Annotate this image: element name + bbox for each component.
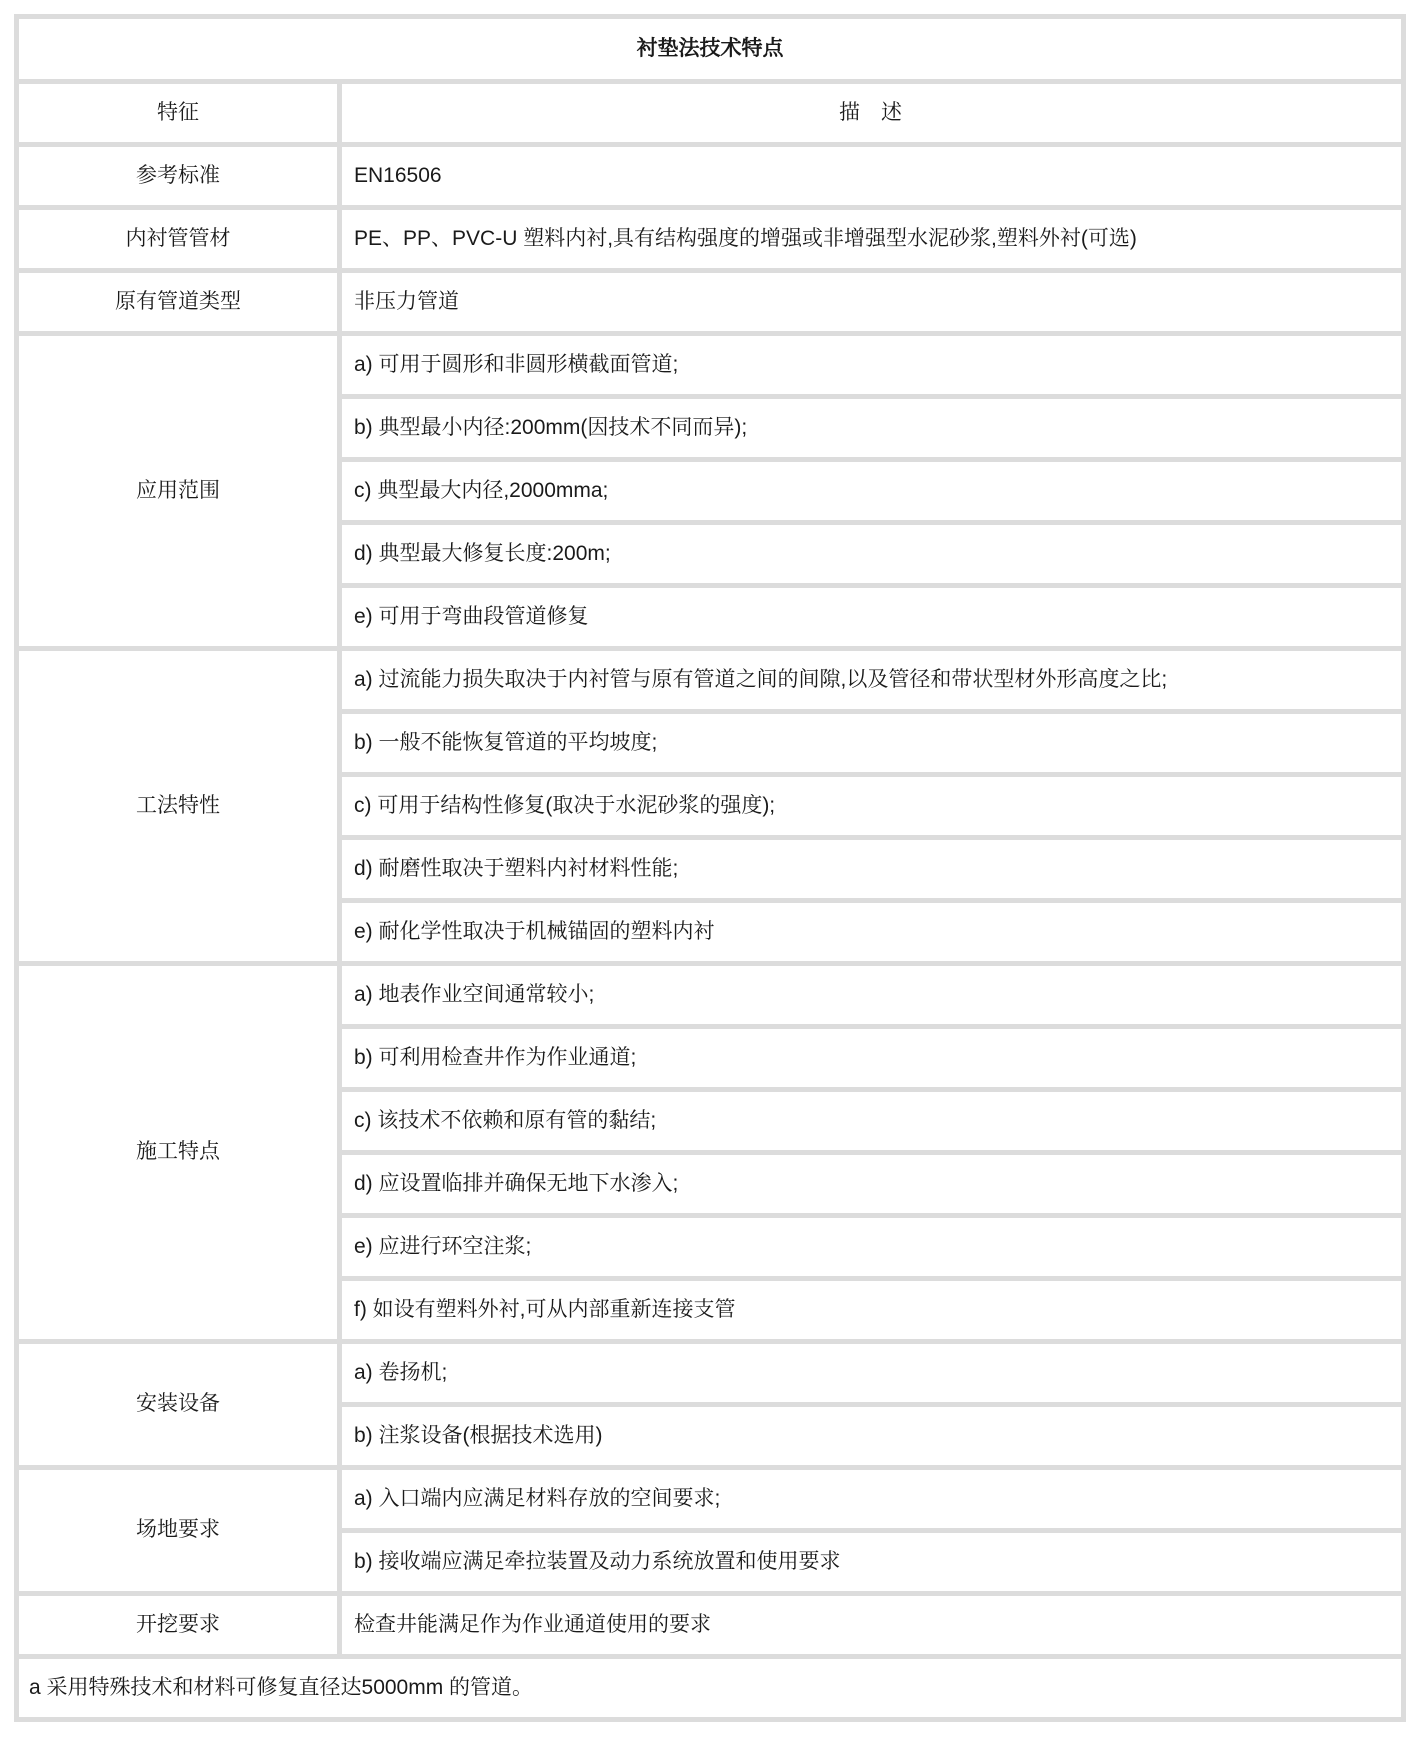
row-description-item: e) 可用于弯曲段管道修复 bbox=[340, 586, 1404, 649]
table-row bbox=[17, 271, 1404, 334]
row-description-item: a) 过流能力损失取决于内衬管与原有管道之间的间隙,以及管径和带状型材外形高度之比; bbox=[340, 649, 1404, 712]
technical-characteristics-table bbox=[14, 14, 1406, 1722]
row-description-item: a) 入口端内应满足材料存放的空间要求; bbox=[340, 1468, 1404, 1531]
row-label: 内衬管管材 bbox=[17, 208, 340, 271]
table-row bbox=[17, 1594, 1404, 1657]
table-row bbox=[17, 964, 1404, 1027]
footnote-row bbox=[17, 1657, 1404, 1720]
row-description-item: b) 一般不能恢复管道的平均坡度; bbox=[340, 712, 1404, 775]
row-description-item: a) 卷扬机; bbox=[340, 1342, 1404, 1405]
row-description-item: e) 应进行环空注浆; bbox=[340, 1216, 1404, 1279]
title-row bbox=[17, 17, 1404, 82]
row-description-item: b) 可利用检查井作为作业通道; bbox=[340, 1027, 1404, 1090]
row-description-item: 检查井能满足作为作业通道使用的要求 bbox=[340, 1594, 1404, 1657]
row-description-item: f) 如设有塑料外衬,可从内部重新连接支管 bbox=[340, 1279, 1404, 1342]
row-description-item: a) 可用于圆形和非圆形横截面管道; bbox=[340, 334, 1404, 397]
row-description-item: 非压力管道 bbox=[340, 271, 1404, 334]
row-label: 原有管道类型 bbox=[17, 271, 340, 334]
table-row bbox=[17, 334, 1404, 397]
row-label: 工法特性 bbox=[17, 649, 340, 964]
table-row bbox=[17, 208, 1404, 271]
header-row bbox=[17, 82, 1404, 145]
row-description-item: b) 接收端应满足牵拉装置及动力系统放置和使用要求 bbox=[340, 1531, 1404, 1594]
row-description-item: c) 典型最大内径,2000mma; bbox=[340, 460, 1404, 523]
table-row bbox=[17, 649, 1404, 712]
table-row bbox=[17, 1342, 1404, 1405]
table-title: 衬垫法技术特点 bbox=[17, 17, 1404, 82]
row-description-item: PE、PP、PVC-U 塑料内衬,具有结构强度的增强或非增强型水泥砂浆,塑料外衬(可选) bbox=[340, 208, 1404, 271]
table-row bbox=[17, 1468, 1404, 1531]
row-label: 参考标准 bbox=[17, 145, 340, 208]
row-label: 安装设备 bbox=[17, 1342, 340, 1468]
row-description-item: c) 该技术不依赖和原有管的黏结; bbox=[340, 1090, 1404, 1153]
table-row bbox=[17, 145, 1404, 208]
row-label: 开挖要求 bbox=[17, 1594, 340, 1657]
row-label: 场地要求 bbox=[17, 1468, 340, 1594]
row-description-item: d) 耐磨性取决于塑料内衬材料性能; bbox=[340, 838, 1404, 901]
row-description-item: d) 典型最大修复长度:200m; bbox=[340, 523, 1404, 586]
header-description: 描 述 bbox=[340, 82, 1404, 145]
row-description-item: b) 注浆设备(根据技术选用) bbox=[340, 1405, 1404, 1468]
row-label: 施工特点 bbox=[17, 964, 340, 1342]
row-description-item: EN16506 bbox=[340, 145, 1404, 208]
row-description-item: a) 地表作业空间通常较小; bbox=[340, 964, 1404, 1027]
table-footnote: a 采用特殊技术和材料可修复直径达5000mm 的管道。 bbox=[17, 1657, 1404, 1720]
header-feature: 特征 bbox=[17, 82, 340, 145]
row-description-item: b) 典型最小内径:200mm(因技术不同而异); bbox=[340, 397, 1404, 460]
row-label: 应用范围 bbox=[17, 334, 340, 649]
row-description-item: e) 耐化学性取决于机械锚固的塑料内衬 bbox=[340, 901, 1404, 964]
row-description-item: c) 可用于结构性修复(取决于水泥砂浆的强度); bbox=[340, 775, 1404, 838]
row-description-item: d) 应设置临排并确保无地下水渗入; bbox=[340, 1153, 1404, 1216]
